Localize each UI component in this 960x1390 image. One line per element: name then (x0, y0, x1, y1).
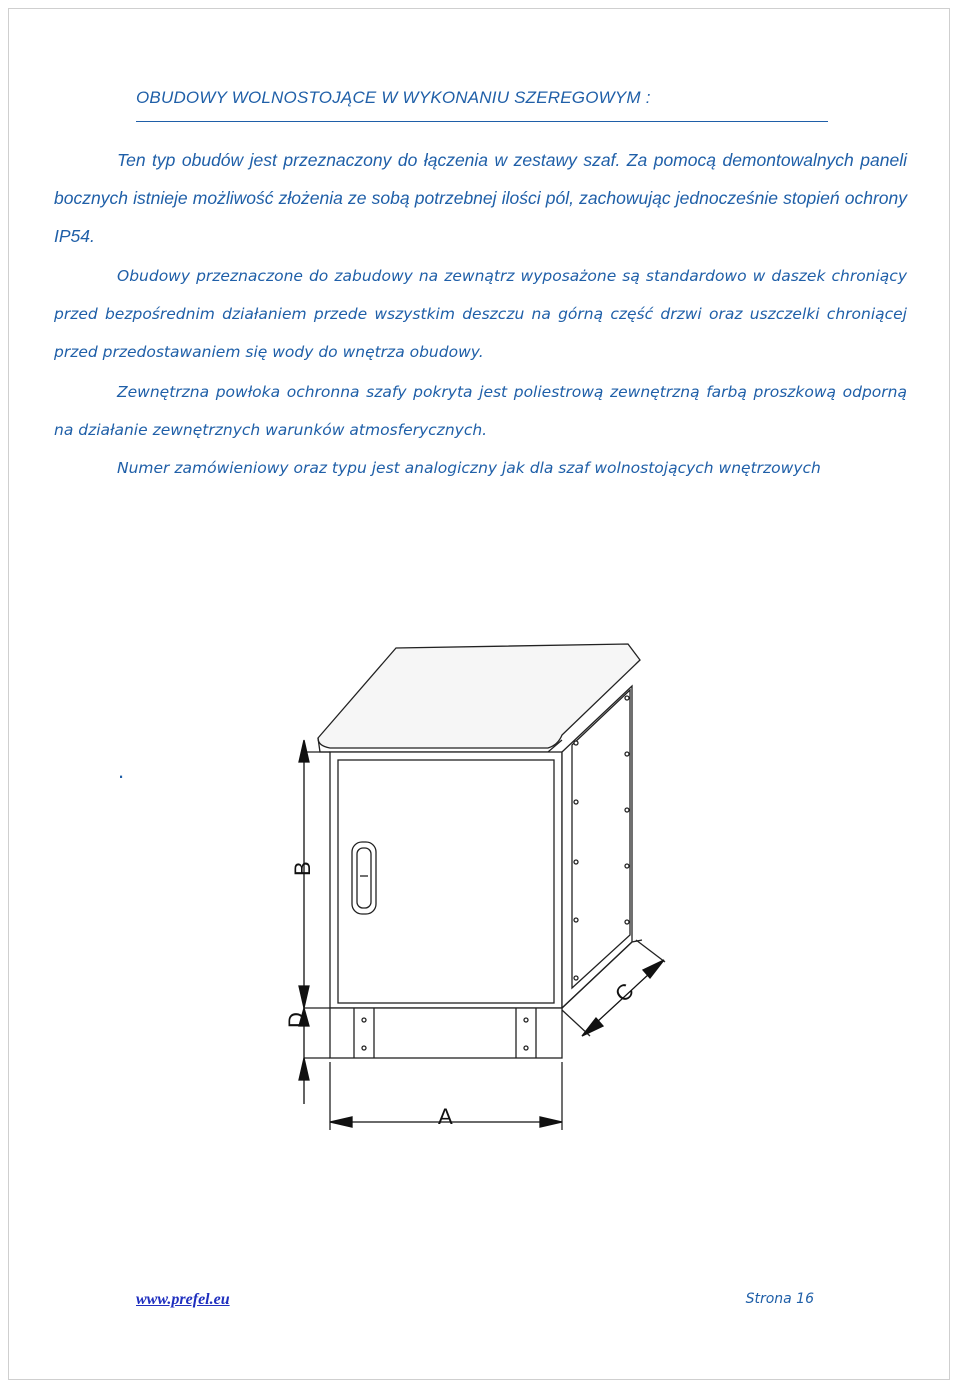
page-title: OBUDOWY WOLNOSTOJĄCE W WYKONANIU SZEREGOWYM : (136, 88, 651, 107)
enclosure-technical-drawing (250, 630, 700, 1150)
dimension-c-label: C (609, 977, 639, 1007)
dimension-b-label: B (290, 861, 315, 876)
paragraph-coating: Zewnętrzna powłoka ochronna szafy pokryta jest poliestrową zewnętrzną farbą proszkową odporną na działanie zewnętrznych warunków atmosferycznych. (54, 383, 907, 439)
page-number: Strona 16 (745, 1291, 814, 1307)
header-divider (136, 121, 828, 122)
cabinet-front (330, 752, 562, 1008)
paragraph-order-number: Numer zamówieniowy oraz typu jest analogiczny jak dla szaf wolnostojących wnętrzowych (117, 459, 821, 477)
dimension-a-label: A (438, 1104, 453, 1129)
stray-dot: . (118, 758, 125, 783)
paragraph-outdoor: Obudowy przeznaczone do zabudowy na zewnątrz wyposażone są standardowo w daszek chroniący przed bezpośrednim działaniem przede wszystkim deszczu na górną część drzwi oraz uszczelki chroniącej przed przedostawaniem się wody do wnętrza obudowy. (54, 267, 907, 361)
paragraph-intro: Ten typ obudów jest przeznaczony do łączenia w zestawy szaf. Za pomocą demontowalnych paneli bocznych istnieje możliwość złożenia ze sobą potrzebnej ilości pól, zachowując jednocześnie stopień ochrony IP54. (54, 150, 907, 246)
dimension-d-label: D (284, 1012, 309, 1028)
website-link[interactable]: www.prefel.eu (136, 1291, 230, 1308)
